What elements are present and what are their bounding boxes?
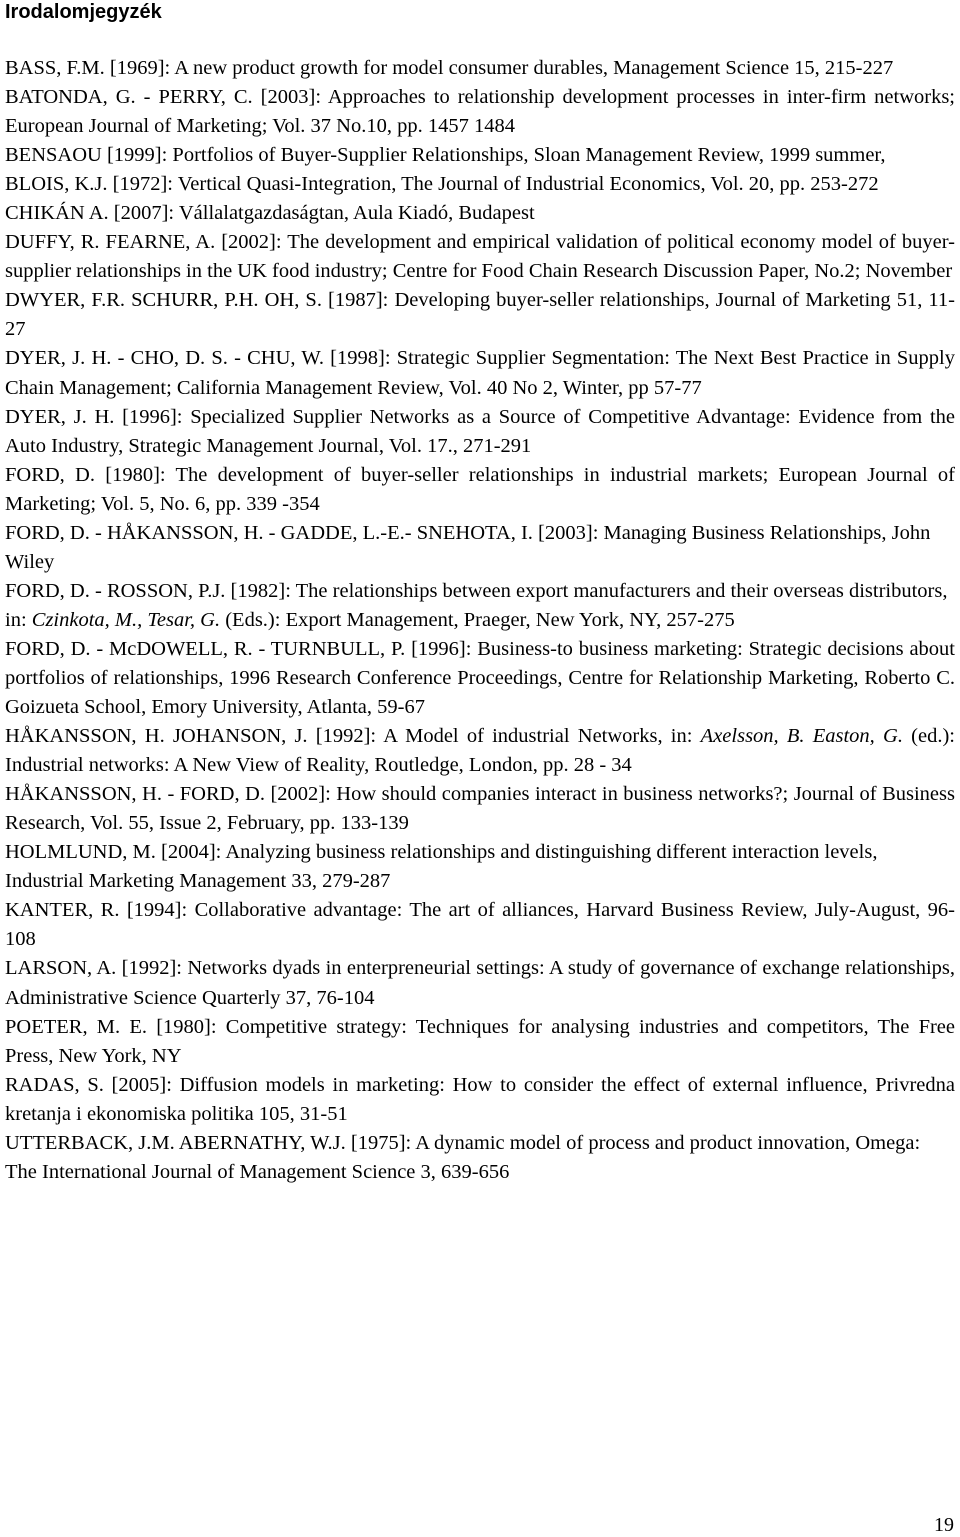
reference-entry bbox=[5, 228, 955, 286]
reference-text: RADAS, S. [2005]: Diffusion models in marketing: How to consider the effect of external influence, Privredna kretanja i ekonomiska politika 105, 31-51 bbox=[5, 1073, 955, 1125]
reference-entry bbox=[5, 286, 955, 344]
reference-entry bbox=[5, 344, 955, 402]
reference-entry bbox=[5, 780, 955, 838]
page-title: Irodalomjegyzék bbox=[5, 1, 162, 23]
reference-entry bbox=[5, 141, 955, 170]
reference-text: (Eds.): Export Management, Praeger, New York, NY, 257-275 bbox=[220, 608, 735, 631]
reference-text: DUFFY, R. FEARNE, A. [2002]: The development and empirical validation of political economy model of buyer-supplier relationships in the UK food industry; Centre for Food Chain Research Discussion Paper, No.2; November bbox=[5, 231, 955, 283]
reference-text: HÅKANSSON, H. JOHANSON, J. [1992]: A Model of industrial Networks, in: bbox=[5, 725, 701, 748]
reference-text: POETER, M. E. [1980]: Competitive strategy: Techniques for analysing industries and competitors, The Free Press, New York, NY bbox=[5, 1015, 955, 1067]
reference-text: LARSON, A. [1992]: Networks dyads in enterpreneurial settings: A study of governance of exchange relationships, Administrative Science Quarterly 37, 76-104 bbox=[5, 957, 955, 1009]
page-number: 19 bbox=[934, 1514, 954, 1536]
reference-text: BLOIS, K.J. [1972]: Vertical Quasi-Integration, The Journal of Industrial Economics, Vol. 20, pp. 253-272 bbox=[5, 173, 879, 196]
reference-entry bbox=[5, 896, 955, 954]
reference-text: DYER, J. H. - CHO, D. S. - CHU, W. [1998]: Strategic Supplier Segmentation: The Next Best Practice in Supply Chain Management; California Management Review, Vol. 40 No 2, Winter, pp 57-77 bbox=[5, 347, 955, 399]
reference-text: HOLMLUND, M. [2004]: Analyzing business relationships and distinguishing different interaction levels, Industrial Marketing Management 33, 279-287 bbox=[5, 841, 878, 893]
reference-italic-text: Czinkota, M., Tesar, G. bbox=[31, 608, 221, 631]
reference-entry bbox=[5, 1129, 955, 1187]
reference-entry bbox=[5, 838, 955, 896]
reference-text: BATONDA, G. - PERRY, C. [2003]: Approaches to relationship development processes in inter-firm networks; European Journal of Marketing; Vol. 37 No.10, pp. 1457 1484 bbox=[5, 86, 955, 138]
reference-text: BENSAOU [1999]: Portfolios of Buyer-Supplier Relationships, Sloan Management Review, 1999 summer, bbox=[5, 144, 886, 167]
reference-entry bbox=[5, 635, 955, 722]
reference-text: UTTERBACK, J.M. ABERNATHY, W.J. [1975]: A dynamic model of process and product innovation, Omega: The International Journal of Management Science 3, 639-656 bbox=[5, 1131, 921, 1183]
reference-entry bbox=[5, 722, 955, 780]
reference-entry bbox=[5, 954, 955, 1012]
reference-entry bbox=[5, 519, 955, 577]
reference-text: DYER, J. H. [1996]: Specialized Supplier Networks as a Source of Competitive Advantage: Evidence from the Auto Industry, Strategic Management Journal, Vol. 17., 271-291 bbox=[5, 405, 955, 457]
reference-text: FORD, D. [1980]: The development of buyer-seller relationships in industrial markets; European Journal of Marketing; Vol. 5, No. 6, pp. 339 -354 bbox=[5, 463, 955, 515]
reference-entry bbox=[5, 54, 955, 83]
reference-entry bbox=[5, 199, 955, 228]
reference-text: HÅKANSSON, H. - FORD, D. [2002]: How should companies interact in business networks?; Journal of Business Research, Vol. 55, Issue 2, February, pp. 133-139 bbox=[5, 783, 955, 835]
reference-entry bbox=[5, 1013, 955, 1071]
reference-list bbox=[5, 54, 955, 1187]
reference-text: CHIKÁN A. [2007]: Vállalatgazdaságtan, Aula Kiadó, Budapest bbox=[5, 202, 535, 225]
reference-text: DWYER, F.R. SCHURR, P.H. OH, S. [1987]: Developing buyer-seller relationships, Journal of Marketing 51, 11-27 bbox=[5, 289, 955, 341]
reference-text: FORD, D. - HÅKANSSON, H. - GADDE, L.-E.- SNEHOTA, I. [2003]: Managing Business Relationships, John Wiley bbox=[5, 521, 931, 573]
reference-entry bbox=[5, 577, 955, 635]
reference-italic-text: Axelsson, B. Easton, G. bbox=[700, 725, 903, 748]
reference-text: BASS, F.M. [1969]: A new product growth for model consumer durables, Management Science 15, 215-227 bbox=[5, 57, 894, 79]
reference-text: FORD, D. - McDOWELL, R. - TURNBULL, P. [1996]: Business-to business marketing: Strategic decisions about portfolios of relationships, 1996 Research Conference Proceedings, Centre for Relationship Marketing, Roberto C. Goizueta School, Emory University, Atlanta, 59-67 bbox=[5, 637, 955, 719]
reference-entry bbox=[5, 170, 955, 199]
reference-text: FORD, D. - ROSSON, P.J. [1982]: The relationships between export manufacturers and their overseas distributors, in: bbox=[5, 579, 948, 631]
reference-entry bbox=[5, 461, 955, 519]
reference-entry bbox=[5, 1071, 955, 1129]
reference-entry bbox=[5, 83, 955, 141]
reference-text: KANTER, R. [1994]: Collaborative advantage: The art of alliances, Harvard Business Review, July-August, 96-108 bbox=[5, 899, 955, 951]
reference-text: (ed.): Industrial networks: A New View of Reality, Routledge, London, pp. 28 - 34 bbox=[5, 725, 955, 777]
reference-entry bbox=[5, 403, 955, 461]
